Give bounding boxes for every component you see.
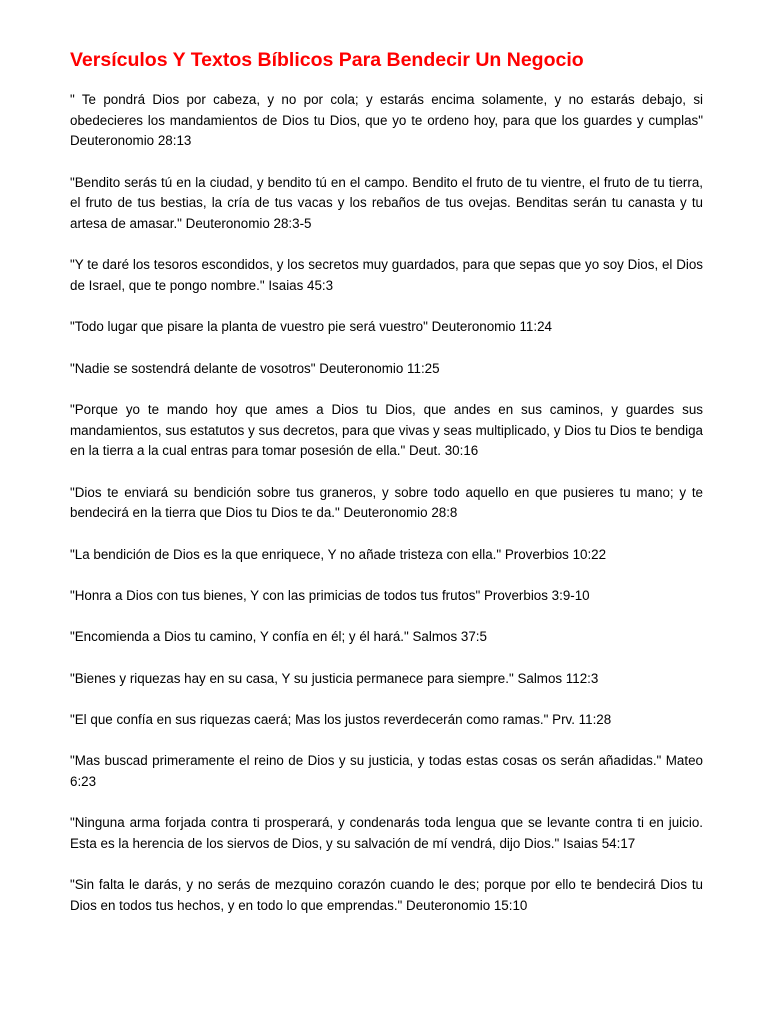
verse-text: "Nadie se sostendrá delante de vosotros" xyxy=(70,360,316,376)
verse-reference: Mateo 6:23 xyxy=(70,753,703,789)
verse-reference: Proverbios 3:9-10 xyxy=(483,588,590,603)
verse-text: "Porque yo te mando hoy que ames a Dios tu Dios, que andes en sus caminos, y guardes sus mandamientos, sus estatutos y sus decretos, para que vivas y seas multiplicado, y Dios tu Dios te bendiga en la tierra a la cual entras para tomar posesión de ella." xyxy=(70,402,703,459)
verse-text: "Bienes y riquezas hay en su casa, Y su justicia permanece para siempre." xyxy=(70,670,514,686)
verse-paragraph xyxy=(70,586,703,607)
verse-paragraph xyxy=(70,255,703,296)
verse-reference: Deuteronomio 28:3-5 xyxy=(185,216,312,232)
verse-paragraph xyxy=(70,751,703,792)
verse-reference: Deuteronomio 15:10 xyxy=(406,897,528,913)
verse-paragraph xyxy=(70,627,703,648)
verse-paragraph xyxy=(70,813,703,854)
verse-text: "Todo lugar que pisare la planta de vuestro pie será vuestro" xyxy=(70,319,428,335)
verse-reference: Isaias 54:17 xyxy=(563,835,636,851)
verse-paragraph xyxy=(70,400,703,462)
verse-paragraph xyxy=(70,545,703,566)
verse-text: "Mas buscad primeramente el reino de Dios y su justicia, y todas estas cosas os serán añadidas." xyxy=(70,753,662,769)
verse-paragraph xyxy=(70,669,703,690)
verse-reference: Deut. 30:16 xyxy=(408,443,479,459)
verse-text: "Honra a Dios con tus bienes, Y con las primicias de todos tus frutos" xyxy=(70,588,481,603)
verse-reference: Deuteronomio 28:8 xyxy=(343,505,458,521)
verse-text: "Ninguna arma forjada contra ti prosperará, y condenarás toda lengua que se levante contra ti en juicio. Esta es la herencia de los siervos de Dios, y su salvación de mí vendrá, dijo Dios." xyxy=(70,815,703,851)
verse-reference: Salmos 112:3 xyxy=(517,670,599,686)
verse-text: "La bendición de Dios es la que enriquece, Y no añade tristeza con ella." xyxy=(70,546,502,562)
verse-reference: Deuteronomio 11:25 xyxy=(319,360,440,376)
verse-paragraph xyxy=(70,359,703,380)
verse-text: "Sin falta le darás, y no serás de mezquino corazón cuando le des; porque por ello te bendecirá Dios tu Dios en todos tus hechos, y en todo lo que emprendas." xyxy=(70,877,703,913)
verse-reference: Deuteronomio 28:13 xyxy=(70,133,192,149)
verse-reference: Isaias 45:3 xyxy=(268,278,334,294)
document-page xyxy=(70,46,703,937)
verse-text: " Te pondrá Dios por cabeza, y no por cola; y estarás encima solamente, y no estarás debajo, si obedecieres los mandamientos de Dios tu Dios, que yo te ordeno hoy, para que los guardes y cumplas" xyxy=(70,92,703,128)
verse-reference: Salmos 37:5 xyxy=(412,629,487,645)
verse-paragraph xyxy=(70,483,703,524)
verse-paragraph xyxy=(70,173,703,235)
verse-text: "Encomienda a Dios tu camino, Y confía en él; y él hará." xyxy=(70,629,409,645)
verse-reference: Prv. 11:28 xyxy=(552,711,612,727)
verse-paragraph xyxy=(70,317,703,338)
verse-reference: Proverbios 10:22 xyxy=(504,546,607,562)
verse-text: "El que confía en sus riquezas caerá; Mas los justos reverdecerán como ramas." xyxy=(70,711,549,727)
verse-reference: Deuteronomio 11:24 xyxy=(431,319,552,335)
verse-list xyxy=(70,90,703,917)
verse-paragraph xyxy=(70,90,703,152)
verse-text: "Y te daré los tesoros escondidos, y los secretos muy guardados, para que sepas que yo soy Dios, el Dios de Israel, que te pongo nombre." xyxy=(70,257,703,294)
verse-text: "Bendito serás tú en la ciudad, y bendito tú en el campo. Bendito el fruto de tu vientre, el fruto de tu tierra, el fruto de tus bestias, la cría de tus vacas y los rebaños de tus ovejas. Benditas serán tu canasta y tu artesa de amasar." xyxy=(70,174,703,232)
verse-text: "Dios te enviará su bendición sobre tus graneros, y sobre todo aquello en que pusieres tu mano; y te bendecirá en la tierra que Dios tu Dios te da." xyxy=(70,484,703,521)
verse-paragraph xyxy=(70,875,703,916)
verse-paragraph xyxy=(70,710,703,731)
page-title: Versículos Y Textos Bíblicos Para Bendecir Un Negocio xyxy=(70,49,584,71)
